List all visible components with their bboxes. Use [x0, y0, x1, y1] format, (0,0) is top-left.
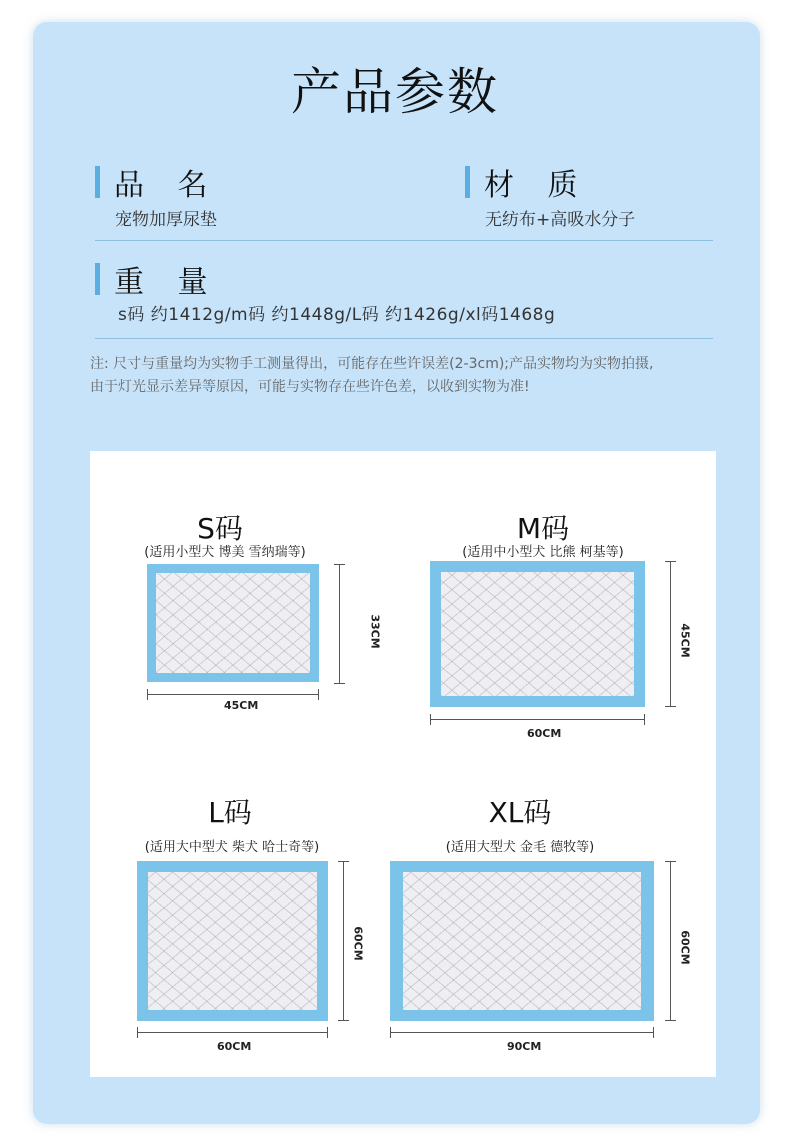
size-m-pad: [430, 561, 645, 707]
pad-surface: [441, 572, 634, 696]
divider: [95, 338, 713, 339]
name-value: 宠物加厚尿垫: [115, 210, 217, 230]
size-chart-panel: [90, 451, 716, 1077]
material-value: 无纺布+高吸水分子: [485, 210, 636, 230]
size-xl-width-label: 90CM: [507, 1040, 542, 1053]
size-s-subtitle: (适用小型犬 博美 雪纳瑞等): [144, 545, 306, 560]
material-label: 材 质: [484, 168, 590, 203]
size-m-width-line: [430, 719, 645, 720]
name-section-header: [95, 160, 220, 204]
size-xl-title: XL码: [488, 796, 552, 829]
section-bar: [95, 166, 100, 198]
divider: [95, 240, 713, 241]
size-m-subtitle: (适用中小型犬 比熊 柯基等): [462, 545, 624, 560]
size-m-height-line: [670, 561, 671, 707]
size-s-width-line: [147, 694, 319, 695]
size-s-height-line: [339, 564, 340, 684]
size-l-width-label: 60CM: [217, 1040, 252, 1053]
weight-label: 重 量: [114, 265, 220, 300]
material-section-header: [465, 160, 590, 204]
pad-surface: [156, 573, 310, 673]
size-m-title: M码: [516, 512, 570, 545]
size-xl-width-line: [390, 1032, 654, 1033]
section-bar: [465, 166, 470, 198]
size-xl-height-label: 60CM: [678, 930, 692, 965]
section-bar: [95, 263, 100, 295]
pad-surface: [148, 872, 317, 1010]
size-s-title: S码: [197, 512, 243, 545]
size-l-title: L码: [208, 796, 252, 829]
size-xl-subtitle: (适用大型犬 金毛 德牧等): [445, 840, 595, 855]
size-l-height-line: [343, 861, 344, 1021]
page-title: 产品参数: [291, 63, 499, 121]
size-xl-height-line: [670, 861, 671, 1021]
size-l-pad: [137, 861, 328, 1021]
size-s-height-label: 33CM: [368, 614, 382, 649]
size-s-pad: [147, 564, 319, 682]
note-line-2: 由于灯光显示差异等原因，可能与实物存在些许色差，以收到实物为准!: [90, 379, 530, 395]
size-xl-pad: [390, 861, 654, 1021]
name-label: 品 名: [114, 168, 220, 203]
pad-surface: [403, 872, 641, 1010]
size-l-height-label: 60CM: [351, 926, 365, 961]
size-l-subtitle: (适用大中型犬 柴犬 哈士奇等): [144, 840, 320, 855]
size-s-width-label: 45CM: [224, 699, 259, 712]
size-m-height-label: 45CM: [678, 623, 692, 658]
size-l-width-line: [137, 1032, 328, 1033]
note-line-1: 注: 尺寸与重量均为实物手工测量得出，可能存在些许误差(2-3cm);产品实物均为实物拍摄,: [90, 356, 654, 372]
size-m-width-label: 60CM: [527, 727, 562, 740]
weight-value: s码 约1412g/m码 约1448g/L码 约1426g/xl码1468g: [118, 305, 556, 325]
weight-section-header: [95, 257, 220, 301]
